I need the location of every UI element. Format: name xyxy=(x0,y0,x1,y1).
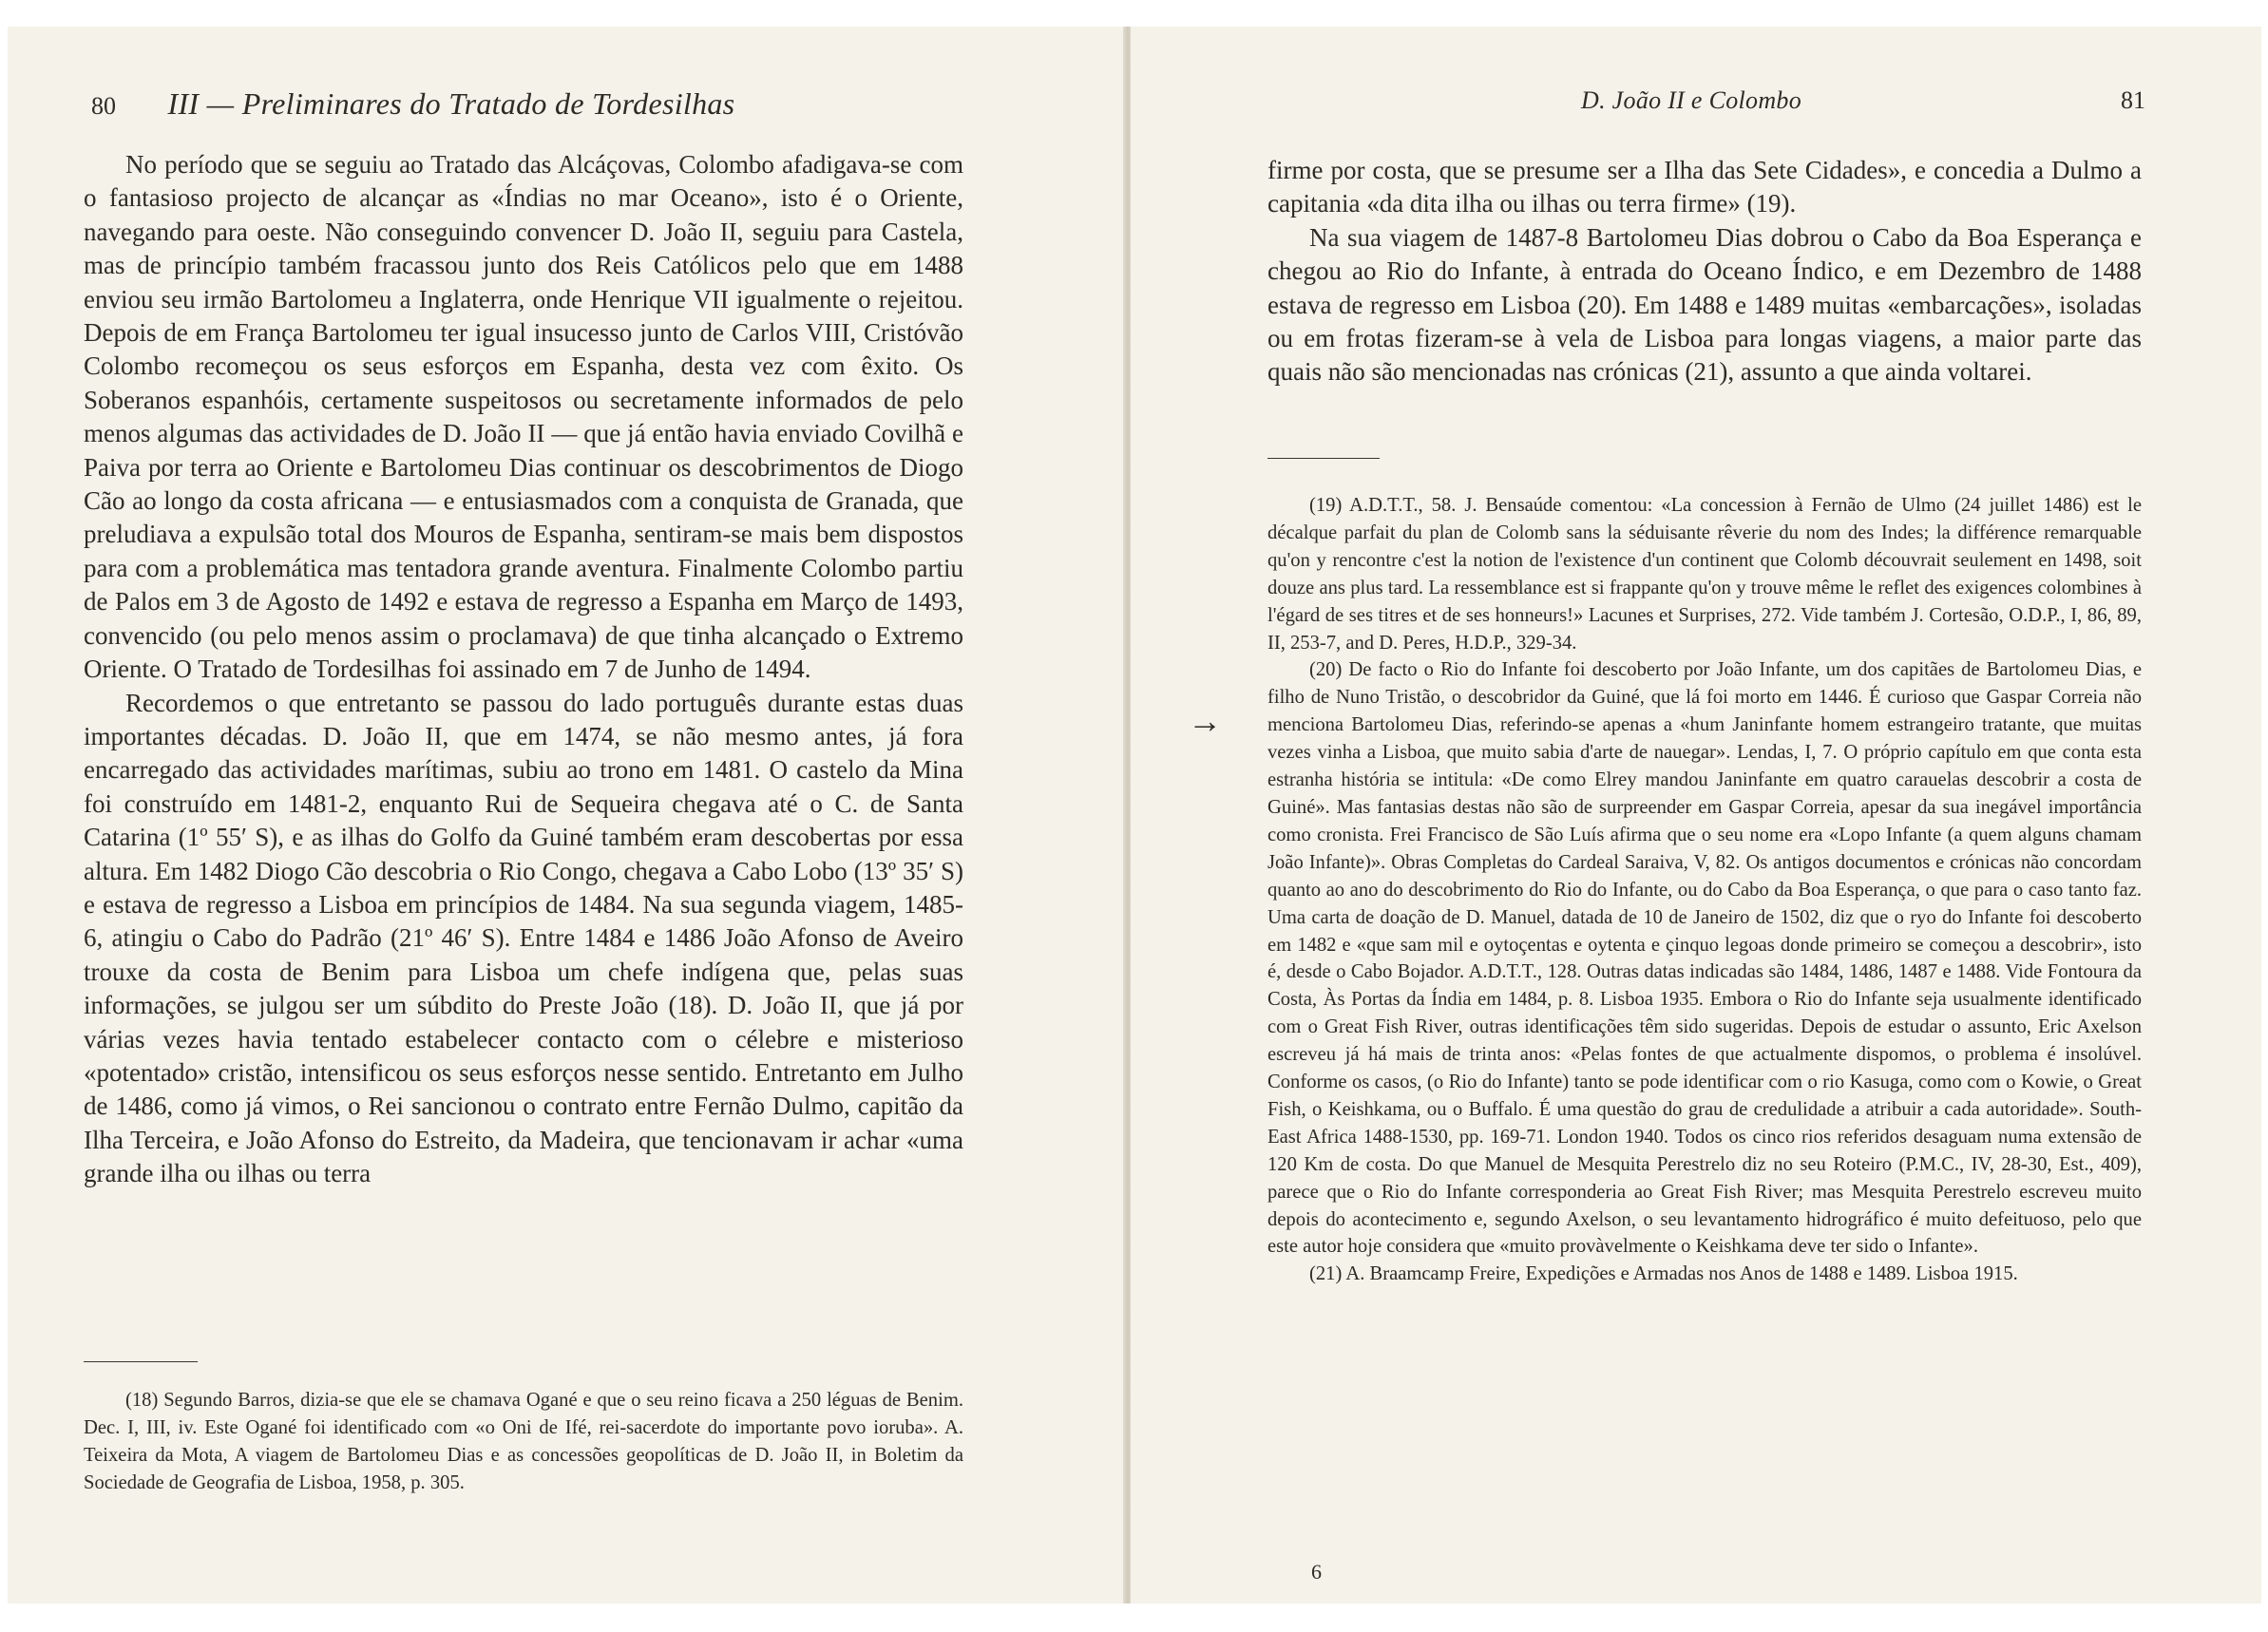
margin-arrow-icon: → xyxy=(1188,702,1222,740)
signature-mark: 6 xyxy=(1311,1560,1322,1584)
footnote-19: (19) A.D.T.T., 58. J. Bensaúde comentou: «La concession à Fernão de Ulmo (24 juillet 1486) est le décalque parfait du plan de Colomb sans la séduisante rêverie du nom des Indes; la différence remarquable qu'on y rencontre c'est la notion de l'existence d'un continent que Colomb découvrait seulement en 1498, soit douze ans plus tard. La ressemblance est si frappante qu'on y trouve même le reflet des exigences colombines à l'égard de ses titres et de ses honneurs!» Lacunes et Surprises, 272. Vide também J. Cortesão, O.D.P., I, 86, 89, II, 253-7, and D. Peres, H.D.P., 329-34. xyxy=(1267,495,2142,654)
footnote-rule xyxy=(84,1361,198,1362)
left-running-head xyxy=(91,86,734,122)
right-body xyxy=(1267,154,2142,389)
left-page-number: 80 xyxy=(91,92,116,120)
footnote-rule xyxy=(1267,458,1380,459)
paragraph: firme por costa, que se presume ser a Ilha das Sete Cidades», e concedia a Dulmo a capitania «da dita ilha ou ilhas ou terra firme» (19). xyxy=(1267,156,2142,218)
right-page-number: 81 xyxy=(2121,86,2145,114)
paragraph: Recordemos o que entretanto se passou do lado português durante estas duas importantes décadas. D. João II, que em 1474, se não mesmo antes, já fora encarregado das actividades marítimas, subiu ao trono em 1481. O castelo da Mina foi construído em 1481-2, enquanto Rui de Sequeira chegava até o C. de Santa Catarina (1º 55′ S), e as ilhas do Golfo da Guiné também eram descobertas por essa altura. Em 1482 Diogo Cão descobria o Rio Congo, chegava a Cabo Lobo (13º 35′ S) e estava de regresso a Lisboa em princípios de 1484. Na sua segunda viagem, 1485-6, atingiu o Cabo do Padrão (21º 46′ S). Entre 1484 e 1486 João Afonso de Aveiro trouxe da costa de Benim para Lisboa um chefe indígena que, pelas suas informações, se julgou ser um súbdito do Preste João (18). D. João II, que já por várias vezes havia tentado estabelecer contacto com o célebre e misterioso «potentado» cristão, intensificou os seus esforços nesse sentido. Entretanto em Julho de 1486, como já vimos, o Rei sancionou o contrato entre Fernão Dulmo, capitão da Ilha Terceira, e João Afonso do Estreito, da Madeira, que tencionavam ir achar «uma grande ilha ou ilhas ou terra xyxy=(84,688,963,1188)
left-body xyxy=(84,148,963,1191)
right-page-number-wrap xyxy=(2121,86,2145,115)
paragraph: Na sua viagem de 1487-8 Bartolomeu Dias dobrou o Cabo da Boa Esperança e chegou ao Rio do Infante, à entrada do Oceano Índico, e em Dezembro de 1488 estava de regresso em Lisboa (20). Em 1488 e 1489 muitas «embarcações», isoladas ou em frotas fizeram-se à vela de Lisboa para longas viagens, a maior parte das quais não são mencionadas nas crónicas (21), assunto a que ainda voltarei. xyxy=(1267,222,2142,387)
right-running-head xyxy=(1581,86,1801,115)
left-footnotes xyxy=(84,1387,963,1497)
footnote-21: (21) A. Braamcamp Freire, Expedições e Armadas nos Anos de 1488 e 1489. Lisboa 1915. xyxy=(1309,1263,2018,1285)
left-page xyxy=(8,27,1127,1604)
footnote-18: (18) Segundo Barros, dizia-se que ele se chamava Ogané e que o seu reino ficava a 250 léguas de Benim. Dec. I, III, iv. Este Ogané foi identificado com «o Oni de Ifé, rei-sacerdote do importante povo ioruba». A. Teixeira da Mota, A viagem de Bartolomeu Dias e as concessões geopolíticas de D. João II, in Boletim da Sociedade de Geografia de Lisboa, 1958, p. 305. xyxy=(84,1390,963,1493)
footnote-20: (20) De facto o Rio do Infante foi descoberto por João Infante, um dos capitães de Bartolomeu Dias, e filho de Nuno Tristão, o descobridor da Guiné, que lá foi morto em 1446. É curioso que Gaspar Correia não menciona Bartolomeu Dias, referindo-se apenas a «hum Janinfante homem estrangeiro tratante, que muitas vezes vinha a Lisboa, que muito sabia d'arte de nauegar». Lendas, I, 7. O próprio capítulo em que conta esta estranha história se intitula: «De como Elrey mandou Janinfante em quatro carauelas descobrir a costa de Guiné». Mas fantasias destas não são de surpreender em Gaspar Correia, apesar da sua inegável importância como cronista. Frei Francisco de São Luís afirma que o seu nome era «Lopo Infante (a quem alguns chamam João Infante)». Obras Completas do Cardeal Saraiva, V, 82. Os antigos documentos e crónicas não concordam quanto ao ano do descobrimento do Rio do Infante, ou do Cabo da Boa Esperança, o que para o caso tanto faz. Uma carta de doação de D. Manuel, datada de 10 de Janeiro de 1502, diz que o ryo do Infante foi descoberto em 1482 e «que sam mil e oytoçentas e oytenta e çinquo legoas donde primeiro se começou a descobrir», isto é, desde o Cabo Bojador. A.D.T.T., 128. Outras datas indicadas são 1484, 1486, 1487 e 1488. Vide Fontoura da Costa, Às Portas da Índia em 1484, p. 8. Lisboa 1935. Embora o Rio do Infante seja usualmente identificado com o Great Fish River, outras identificações têm sido sugeridas. Depois de estudar o assunto, Eric Axelson escreveu já há mais de trinta anos: «Pelas fontes de que actualmente dispomos, o problema é insolúvel. Conforme os casos, (o Rio do Infante) tanto se pode identificar com o rio Kasuga, como com o Kowie, o Great Fish, o Keishkama, ou o Buffalo. É uma questão do grau de credulidade a atribuir a cada autoridade». South-East Africa 1488-1530, pp. 169-71. London 1940. Todos os cinco rios referidos desaguam numa extensão de 120 Km de costa. Do que Manuel de Mesquita Perestrelo diz no seu Roteiro (P.M.C., IV, 28-30, Est., 409), parece que o Rio do Infante corresponderia ao Great Fish River; mas Mesquita Perestrelo escreveu muito depois do acontecimento e, segundo Axelson, o seu levantamento hidrográfico é muito defeituoso, pelo que este autor hoje considera que «muito provàvelmente o Keishkama deve ter sido o Infante». xyxy=(1267,659,2142,1258)
right-page xyxy=(1131,27,2261,1604)
left-chapter-title: III — Preliminares do Tratado de Tordesilhas xyxy=(167,86,735,121)
paragraph: No período que se seguiu ao Tratado das Alcáçovas, Colombo afadigava-se com o fantasioso projecto de alcançar as «Índias no mar Oceano», isto é o Oriente, navegando para oeste. Não conseguindo convencer D. João II, seguiu para Castela, mas de princípio também fracassou junto dos Reis Católicos pelo que em 1488 enviou seu irmão Bartolomeu a Inglaterra, onde Henrique VII igualmente o rejeitou. Depois de em França Bartolomeu ter igual insucesso junto de Carlos VIII, Cristóvão Colombo recomeçou os seus esforços em Espanha, desta vez com êxito. Os Soberanos espanhóis, certamente suspeitosos ou secretamente informados de pelo menos algumas das actividades de D. João II — que já então havia enviado Covilhã e Paiva por terra ao Oriente e Bartolomeu Dias continuar os descobrimentos de Diogo Cão ao longo da costa africana — e entusiasmados com a conquista de Granada, que preludiava a expulsão total dos Mouros de Espanha, sentiram-se mais bem dispostos para com a problemática mas tentadora grande aventura. Finalmente Colombo partiu de Palos em 3 de Agosto de 1492 e estava de regresso a Espanha em Março de 1493, convencido (ou pelo menos assim o proclamava) de que tinha alcançado o Extremo Oriente. O Tratado de Tordesilhas foi assinado em 7 de Junho de 1494. xyxy=(84,150,963,684)
right-footnotes xyxy=(1267,492,2142,1288)
right-chapter-title: D. João II e Colombo xyxy=(1581,86,1802,114)
